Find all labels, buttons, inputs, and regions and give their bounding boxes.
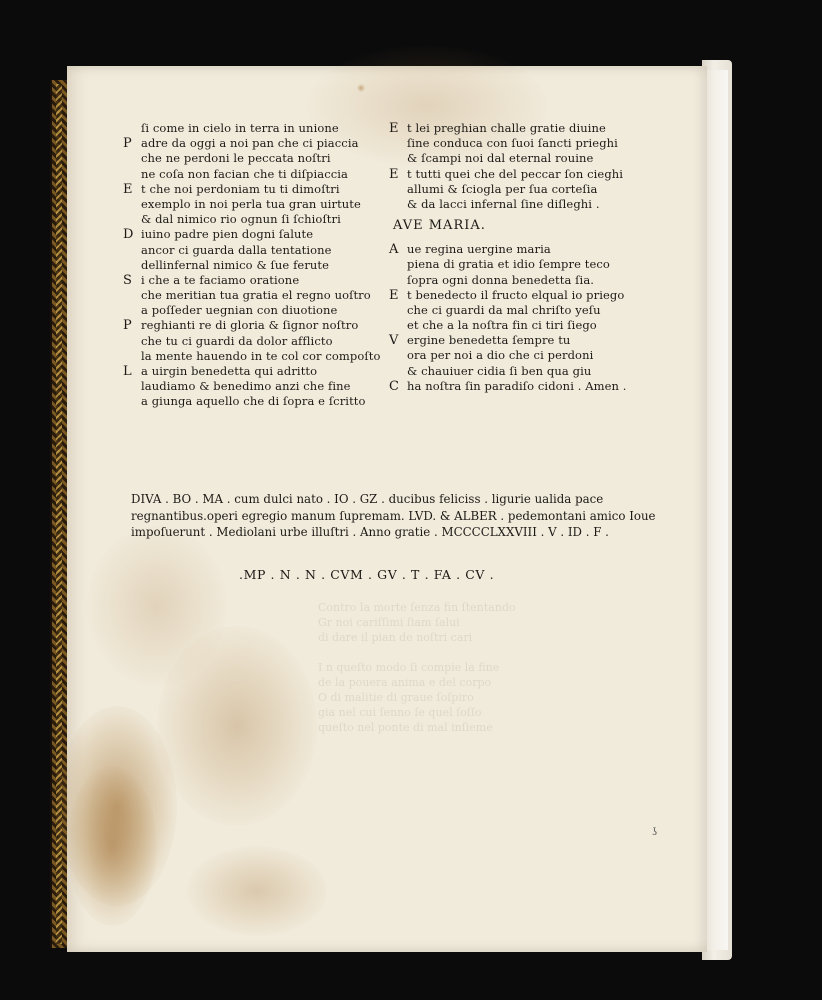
verse-line xyxy=(389,197,627,212)
verse-text: adre da oggi a noi pan che ci piaccia xyxy=(141,136,359,151)
colophon-line: impoſuerunt . Mediolani urbe illuſtri . Anno gratie . MCCCCLXXVIII . V . ID . F . xyxy=(131,525,609,539)
verse-text: che meritian tua gratia el regno uoſtro xyxy=(141,288,371,303)
verse-text: exemplo in noi perla tua gran uirtute xyxy=(141,196,361,211)
initial-letter: E xyxy=(123,181,133,197)
colophon xyxy=(131,491,656,541)
verse-line xyxy=(123,182,381,197)
verse-line xyxy=(123,379,381,394)
verse-text: & da lacci infernal ſine diſleghi . xyxy=(407,196,600,211)
verse-text: & chauiuer cidia ſi ben qua giu xyxy=(407,363,592,378)
verse-line xyxy=(389,364,627,379)
verse-text: a giunga aquello che di ſopra e ſcritto xyxy=(141,394,366,409)
verse-line xyxy=(123,364,381,379)
verse-line xyxy=(389,318,627,333)
ave-maria-verses xyxy=(389,242,627,394)
colophon-line: regnantibus.operi egregio manum ſupremam. LVD. & ALBER . pedemontani amico Ioue xyxy=(131,508,656,523)
initial-letter: P xyxy=(123,318,132,334)
verse-text: ue regina uergine maria xyxy=(407,242,551,257)
initial-letter: E xyxy=(389,166,399,182)
verse-line xyxy=(389,136,627,151)
verse-text: ha noſtra ſin paradiſo cidoni . Amen . xyxy=(407,378,627,393)
verse-text: ſopra ogni donna benedetta ſia. xyxy=(407,272,595,287)
initial-letter: E xyxy=(389,287,399,303)
verse-line xyxy=(389,182,627,197)
verse-line xyxy=(123,212,381,227)
initial-letter: L xyxy=(123,364,132,379)
verse-text: & dal nimico rio ognun ſi ſchioſtri xyxy=(141,212,341,227)
verse-text: t lei preghian challe gratie diuine xyxy=(407,121,606,135)
initial-letter: D xyxy=(123,227,134,243)
verse-text: piena di gratia et idio ſempre teco xyxy=(407,257,610,272)
colophon-line: DIVA . BO . MA . cum dulci nato . IO . GZ . ducibus feliciss . ligurie ualida pace xyxy=(131,492,604,506)
corner-mark: ʖ xyxy=(652,827,658,838)
verse-line xyxy=(123,243,381,258)
verse-line xyxy=(123,273,381,288)
verse-text: che ne perdoni le peccata noſtri xyxy=(141,151,331,166)
initial-letter: C xyxy=(389,378,400,394)
verse-text: dellinfernal nimico & ſue ferute xyxy=(141,257,330,272)
verse-line xyxy=(123,121,381,136)
verse-text: et che a la noſtra fin ci tiri ſiego xyxy=(407,318,597,333)
paternoster-column xyxy=(123,121,381,410)
verse-line xyxy=(389,333,627,348)
verse-text: la mente hauendo in te col cor compoſto xyxy=(141,348,381,363)
verse-text: allumi & ſciogla per ſua corteſia xyxy=(407,181,598,196)
verse-text: laudiamo & benedimo anzi che fine xyxy=(141,379,351,394)
verse-line xyxy=(123,167,381,182)
verse-text: i che a te faciamo oratione xyxy=(141,272,300,287)
verse-text: t tutti quei che del peccar ſon cieghi xyxy=(407,166,624,181)
verse-text: ſi come in cielo in terra in unione xyxy=(141,121,339,135)
verse-text: t che noi perdoniam tu ti dimoſtri xyxy=(141,181,340,196)
verse-line xyxy=(123,258,381,273)
verse-line xyxy=(389,379,627,394)
prayer-stanzas xyxy=(389,121,627,212)
printer-device: .MP . N . N . CVM . GV . T . FA . CV . xyxy=(239,567,495,582)
verse-text: & ſcampi noi dal eternal rouine xyxy=(407,151,594,166)
initial-letter: P xyxy=(123,136,132,152)
verse-line xyxy=(389,348,627,363)
verse-line xyxy=(389,273,627,288)
verse-text: ſine conduca con ſuoi ſancti prieghi xyxy=(407,136,618,151)
verse-text: a poſſeder uegnian con diuotione xyxy=(141,303,338,318)
verse-text: t benedecto il fructo elqual io priego xyxy=(407,287,625,302)
verse-line xyxy=(389,303,627,318)
verse-text: reghianti re di gloria & ſignor noſtro xyxy=(141,318,359,333)
verse-line xyxy=(123,349,381,364)
verse-line xyxy=(123,303,381,318)
verse-line xyxy=(389,151,627,166)
verse-line xyxy=(123,197,381,212)
verse-line xyxy=(123,288,381,303)
verse-line xyxy=(389,257,627,272)
verse-line xyxy=(123,394,381,409)
initial-letter: V xyxy=(389,333,399,349)
verse-line xyxy=(389,167,627,182)
ave-maria-heading: AVE MARIA. xyxy=(393,218,486,234)
verse-text: ora per noi a dio che ci perdoni xyxy=(407,348,594,363)
verse-text: ancor ci guarda dalla tentatione xyxy=(141,242,332,257)
verse-line xyxy=(123,227,381,242)
right-text-column xyxy=(389,121,627,394)
verse-line xyxy=(123,136,381,151)
verse-text: che ci guardi da mal chriſto yeſu xyxy=(407,302,601,317)
initial-letter: A xyxy=(389,242,399,258)
facing-page-highlight xyxy=(706,70,728,950)
verse-line xyxy=(123,151,381,166)
verse-text: ne coſa non facian che ti diſpiaccia xyxy=(141,166,349,181)
verse-line xyxy=(123,318,381,333)
verse-line xyxy=(123,334,381,349)
verse-line xyxy=(389,242,627,257)
initial-letter: S xyxy=(123,272,133,288)
verse-line xyxy=(389,288,627,303)
show-through-text: Contro la morte ſenza fin ſtentando Gr noi cariſſimi ſiam ſalui di dare il pian de noſtri cari I n queſto modo ſi compie la fine de la pouera anima e del corpo O di malitie di graue ſoſpiro gia nel cui ſenno ſe quel ſoſſo queſto nel ponte di mal inſieme xyxy=(318,601,516,734)
initial-letter: E xyxy=(389,121,399,136)
verse-text: ergine benedetta ſempre tu xyxy=(407,333,571,348)
verse-line xyxy=(389,121,627,136)
verse-text: a uirgin benedetta qui adritto xyxy=(141,364,318,378)
verse-text: iuino padre pien dogni ſalute xyxy=(141,227,314,242)
verse-text: che tu ci guardi da dolor afflicto xyxy=(141,333,333,348)
